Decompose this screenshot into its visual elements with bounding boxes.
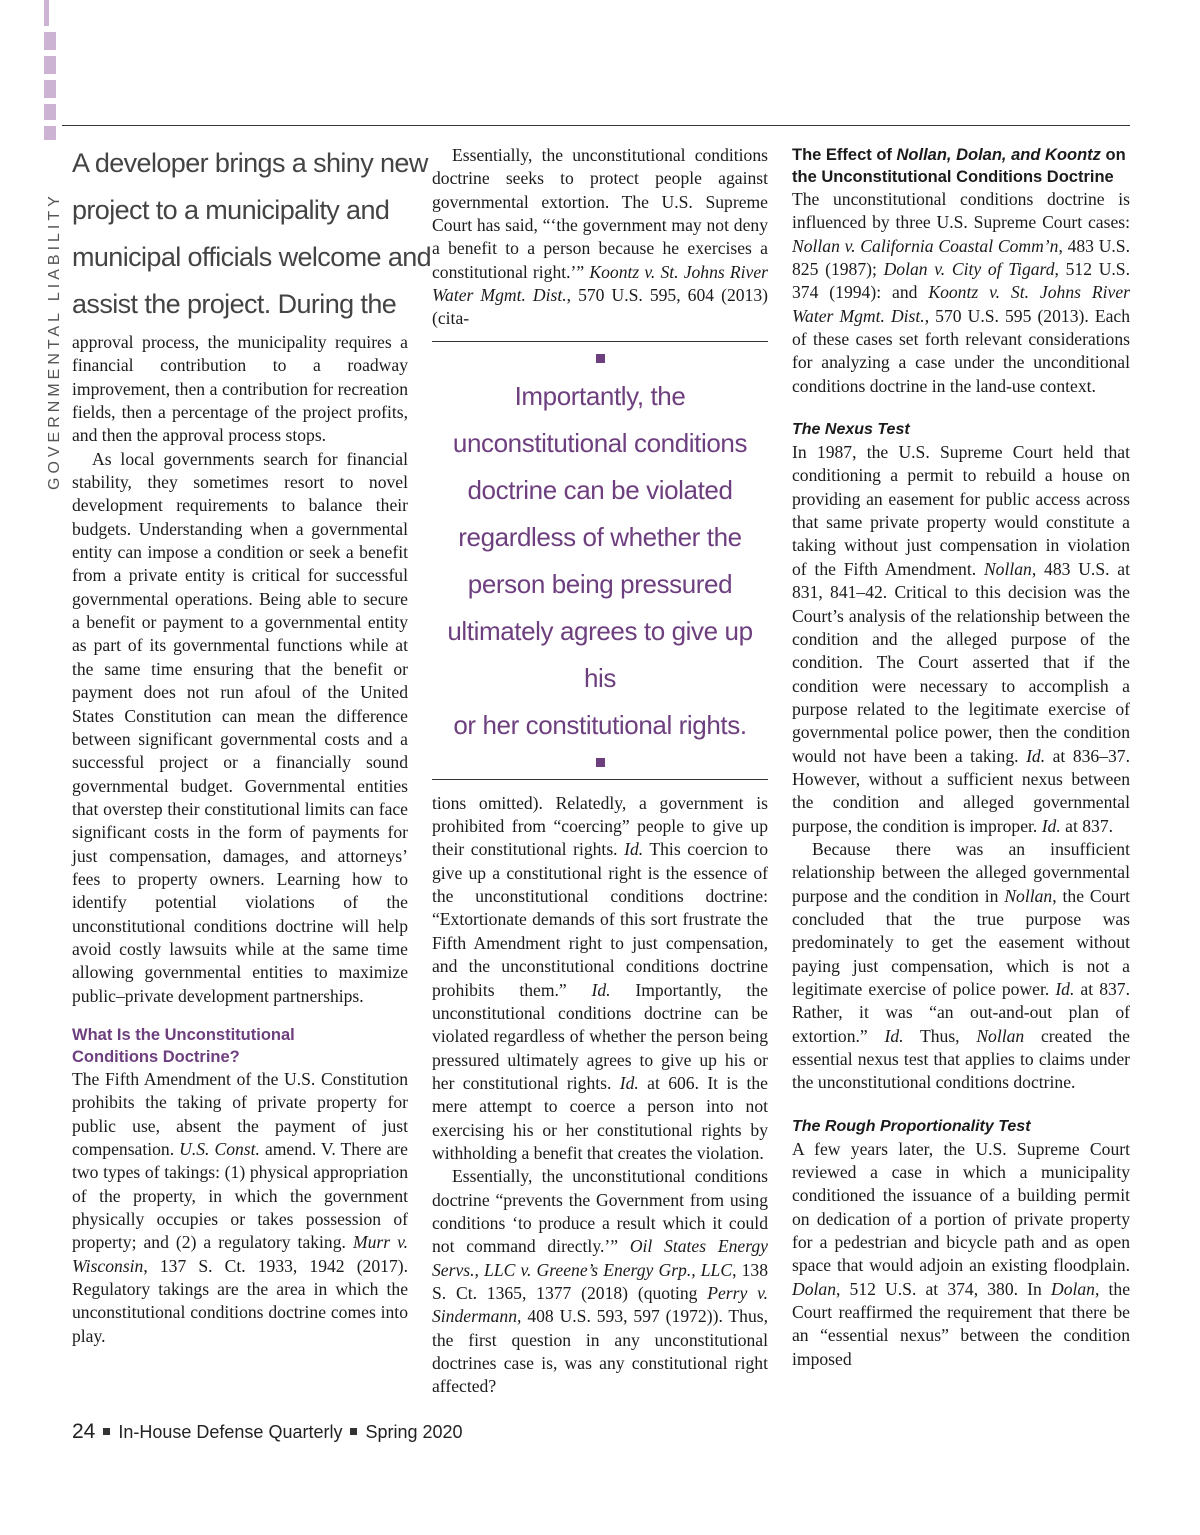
citation: Id. [1055,979,1075,999]
pull-quote-line: regardless of whether the [458,521,742,552]
paragraph [432,1165,768,1398]
column-1 [72,144,432,1348]
paragraph: As local governments search for financial stability, they sometimes resort to novel development requirements to balance their budgets. Understanding when a governmental entity can impose a condition or seek a benefit from a private entity is critical for successful governmental operations. Being able to secure a benefit or payment to a governmental entity as part of its governmental functions while at the same time ensuring that the benefit or payment does not run afoul of the United States Constitution can mean the difference between significant governmental costs and a successful project or a financially sound governmental budget. Governmental entities that overstep their constitutional limits can face significant costs in the form of payments for just compensation, damages, and attorneys’ fees to property owners. Learning how to identify potential violations of the unconstitutional conditions doctrine will help avoid costly lawsuits while at the same time allowing governmental entities to maximize public–private development partnerships. [72,448,408,1006]
citation: Id. [591,979,611,1000]
square-bullet-icon [103,1428,110,1435]
citation: Koontz v. St. Johns River Water Mgmt. Dist. [792,282,1130,326]
lead-line: project to a municipality and [72,195,390,225]
citation: Koontz v. St. Johns River Water Mgmt. Dist. [432,261,768,306]
margin-decor-bar [44,0,49,26]
text-run: at 606. It is the mere attempt to coerce a person into not exercising his or her constitutional rights by withholding a benefit that creates the violation. [432,1072,768,1163]
page-footer [72,1420,463,1444]
citation: Nollan [976,1025,1025,1046]
pull-quote-line: unconstitutional conditions [452,427,748,458]
text-run: Because there was an insufficient relationship between the alleged governmental purpose and the condition in [792,838,1130,906]
subheading: The Nexus Test [792,421,910,439]
pull-quote-line: person being pressured [467,568,733,599]
citation: Oil States Energy Servs., LLC v. Greene’s Energy Grp., LLC [432,1236,768,1280]
margin-decor-bar [44,32,56,50]
citation: Id. [884,1025,904,1046]
text-run: , 512 U.S. at 374, 380. In [835,1278,1051,1299]
margin-decor-bar [44,56,56,74]
section-heading [792,144,1130,188]
square-bullet-icon [596,354,605,363]
paragraph [432,144,768,331]
citation: Nollan [983,558,1032,579]
text-run: , the Court reaffirmed the requirement that there be an “essential nexus” between the condition imposed [792,1278,1131,1369]
pull-quote-line: Importantly, the [514,380,686,411]
page-number: 24 [72,1420,96,1443]
text-run: at 837. Rather, it was “an out-and-out plan of extortion.” [792,979,1130,1046]
column-2 [432,144,768,1399]
paragraph [72,1068,408,1348]
citation: Id. [1041,815,1061,836]
paragraph [792,188,1130,398]
lead-line: municipal officials welcome and [72,242,432,272]
margin-decor-bar [44,104,56,120]
margin-decor-bar [44,126,56,140]
heading-run: on the Unconstitutional Conditions Doctrine [792,146,1126,186]
text-run: , the Court concluded that the true purpose was predominately to get the easement without paying just compensation, which is not a legitimate exercise of police power. [792,885,1131,999]
text-run: at 836–37. However, without a sufficient nexus between the condition and alleged governmental purpose, the condition is improper. [792,745,1130,836]
running-head: GOVERNMENTAL LIABILITY [46,192,63,490]
lead-line: A developer brings a shiny new [72,148,428,178]
subheading: The Rough Proportionality Test [792,1117,1031,1135]
text-run: at 837. [1060,815,1114,836]
text-run: Thus, [903,1025,977,1046]
text-run: , 137 S. Ct. 1933, 1942 (2017). Regulatory takings are the area in which the unconstitutional conditions doctrine comes into play. [72,1255,408,1346]
text-run: , 512 U.S. 374 (1994): and [792,259,1130,303]
text-run: amend. V. There are two types of takings: (1) physical appropriation of the property, in which the government physically occupies or takes possession of property; and (2) a regulatory taking. [72,1139,408,1253]
text-run: The unconstitutional conditions doctrine is influenced by three U.S. Supreme Court cases: [792,189,1130,233]
citation: Dolan [1050,1278,1095,1299]
text-run: tions omitted). Relatedly, a government is prohibited from “coercing” people to give up their constitutional rights. [432,792,768,860]
section-heading [72,1024,408,1068]
heading-line: What Is the Unconstitutional [72,1025,295,1044]
text-run: 408 U.S. 593, 597 (1972)). Thus, the first question in any unconstitutional doctrines case is, was any constitutional right affected? [432,1306,768,1397]
text-run: This coercion to give up a constitutional right is the essence of the unconstitutional conditions doctrine: “Extortionate demands of this sort frustrate the Fifth Amendment right to just compensation, and the unconstitutional conditions doctrine prohibits them.” [432,839,768,1000]
text-run: The Fifth Amendment of the U.S. Constitution prohibits the taking of private property for public use, absent the payment of just compensation. [72,1068,408,1159]
pull-quote-line: ultimately agrees to give up his [447,615,753,693]
text-run: Essentially, the unconstitutional conditions doctrine seeks to protect people against governmental extortion. The U.S. Supreme Court has said, “‘the government may not deny a benefit to a person because he exercises a constitutional right.’” [432,145,768,282]
heading-line: Conditions Doctrine? [72,1047,240,1066]
citation: Perry v. Sindermann, [432,1282,768,1327]
paragraph [792,1138,1130,1371]
citation: Murr v. Wisconsin [72,1232,408,1276]
text-run: A few years later, the U.S. Supreme Court reviewed a case in which a municipality conditioned the issuance of a building permit on dedication of a portion of private property for a pedestrian and bicycle path and as open space that would adjoin an existing floodplain. [792,1138,1130,1276]
header-rule [62,125,1130,126]
publication-name: In-House Defense Quarterly [118,1422,343,1442]
pull-quote [432,341,768,780]
lead-line: assist the project. During the [72,289,397,319]
pull-quote-line: or her constitutional rights. [453,709,747,740]
paragraph [792,441,1130,838]
citation: Id. [619,1072,639,1093]
text-run: created the essential nexus test that applies to claims under the unconstitutional conditions doctrine. [792,1025,1130,1093]
text-run: , 483 U.S. at 831, 841–42. Critical to this decision was the Court’s analysis of the relationship between the condition and the alleged purpose of the condition. The Court asserted that if the condition were necessary to accomplish a purpose related to the legitimate exercise of governmental police power, then the condition would not have been a taking. [792,558,1130,766]
text-run: In 1987, the U.S. Supreme Court held that conditioning a permit to rebuild a house on providing an easement for public access across that same private property would constitute a taking without just compensation in violation of the Fifth Amendment. [792,442,1130,579]
lead-in-text [72,140,432,328]
text-run: Importantly, the unconstitutional conditions doctrine can be violated regardless of whether the person being pressured ultimately agrees to give up his or her constitutional rights. [432,979,768,1093]
text-run: , 570 U.S. 595 (2013). Each of these cases set forth relevant considerations for analyzing a case under the unconditional conditions doctrine in the land-use context. [792,305,1130,396]
citation: Nollan v. California Coastal Comm’n [792,235,1059,256]
paragraph [792,838,1130,1095]
text-run: , 570 U.S. 595, 604 (2013) (cita- [432,285,768,329]
square-bullet-icon [350,1428,357,1435]
column-3 [792,144,1130,1371]
text-run: , 138 S. Ct. 1365, 1377 (2018) (quoting [432,1259,768,1303]
heading-run: The Effect of [792,146,897,164]
text-run: , 483 U.S. 825 (1987); [792,235,1130,280]
pull-quote-line: doctrine can be violated [467,474,733,505]
citation: Dolan v. City of Tigard [883,259,1055,280]
issue-date: Spring 2020 [365,1422,463,1442]
margin-decor-bar [44,80,56,98]
square-bullet-icon [596,758,605,767]
citation: Dolan [792,1278,836,1299]
pull-quote-text [432,373,768,749]
paragraph: approval process, the municipality requires a financial contribution to a roadway improvement, then a contribution for recreation fields, then a percentage of the project profits, and then the approval process stops. [72,332,408,446]
citation: Id. [1026,745,1046,766]
paragraph [432,792,768,1166]
citation: Id. [624,839,644,860]
text-run: Essentially, the unconstitutional conditions doctrine “prevents the Government from using conditions ‘to produce a result which it could not command directly.’” [432,1166,768,1257]
citation: Nollan [1004,885,1053,906]
heading-run: Nollan, Dolan, and Koontz [896,146,1101,164]
citation: U.S. Const. [179,1139,260,1159]
